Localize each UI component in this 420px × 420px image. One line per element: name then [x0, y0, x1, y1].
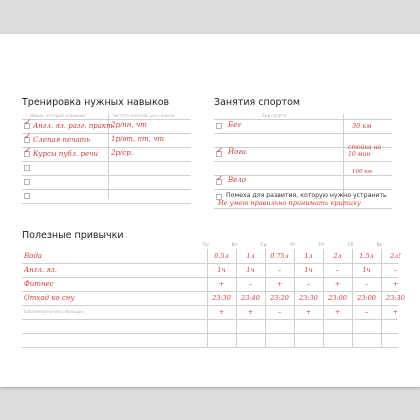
habit-rule — [22, 333, 398, 334]
habit-value: 23:20 — [270, 294, 289, 302]
habit-value: – — [364, 308, 369, 316]
sport-rule — [214, 119, 392, 120]
skill-frequency: 2р/пн, чт — [111, 121, 147, 129]
sport-col1-header: Вид спорта — [262, 113, 286, 118]
habit-value: 2л! — [390, 252, 401, 260]
habit-value: 23:30 — [212, 294, 231, 302]
habit-value: + — [392, 308, 399, 316]
sport-rule — [214, 189, 392, 190]
check-mark-icon: ✓ — [24, 132, 32, 142]
skills-title: Тренировка нужных навыков — [22, 97, 170, 108]
habit-value: – — [277, 266, 282, 274]
skills-col2-header: Частота занятий, дни недели — [112, 113, 175, 118]
skills-rule — [22, 147, 191, 148]
day-header: Чт — [289, 243, 296, 248]
obstacle-value: Не умею правильно принимать критику — [218, 199, 361, 207]
habit-name: Вода — [24, 252, 42, 260]
skills-col1-header: Навык, который осваиваю — [30, 113, 86, 118]
habit-value: 1ч — [217, 266, 226, 274]
habit-value: 1ч — [304, 266, 313, 274]
sport-name: Бег — [228, 121, 241, 129]
habit-rule — [22, 319, 398, 320]
skill-name: Курсы публ. речи — [33, 150, 99, 158]
sport-amount: стойка на 10 мин — [348, 144, 382, 158]
skills-rule — [22, 161, 191, 162]
day-header: Пн — [202, 243, 209, 248]
skill-frequency: 1р/вт, пт, чт — [111, 135, 165, 143]
sport-amount: 100 км — [352, 169, 373, 175]
habit-rule — [22, 263, 398, 264]
skills-rule — [22, 133, 191, 134]
habit-value: 2л — [333, 252, 342, 260]
habit-value: 23:40 — [241, 294, 260, 302]
sport-amount: 30 км — [352, 122, 372, 130]
habit-value: – — [393, 266, 398, 274]
skills-rule — [22, 189, 191, 190]
habit-value: – — [306, 280, 311, 288]
habit-value: 1ч — [362, 266, 371, 274]
habit-value: 0.5л — [214, 252, 229, 260]
skills-rule — [22, 203, 191, 204]
check-mark-icon: ✓ — [216, 174, 224, 184]
habit-value: 1л — [246, 252, 255, 260]
habit-value: 1ч — [246, 266, 255, 274]
skills-rule — [22, 119, 191, 120]
sport-name: Йога — [228, 148, 247, 156]
sport-rule — [214, 133, 392, 134]
habit-value: 23:00 — [357, 294, 376, 302]
habits-footer-label: Шагомер/ничего больше — [24, 310, 84, 315]
habit-value: + — [218, 308, 225, 316]
habits-title: Полезные привычки — [22, 230, 124, 241]
sport-name: Вело — [228, 176, 246, 184]
habit-value: + — [247, 308, 254, 316]
habit-name: Англ. яз. — [24, 266, 58, 274]
habit-value: 1л — [304, 252, 313, 260]
sport-checkbox[interactable] — [216, 123, 222, 129]
day-header: Вт — [231, 243, 238, 248]
habit-value: + — [218, 280, 225, 288]
skill-checkbox[interactable] — [24, 165, 30, 171]
habit-rule — [22, 305, 398, 306]
habit-name: Фитнес — [24, 280, 54, 288]
habit-value: + — [334, 308, 341, 316]
habit-value: – — [277, 308, 282, 316]
skill-frequency: 2р/ср. — [111, 149, 133, 157]
habit-rule — [22, 291, 398, 292]
habit-value: + — [276, 280, 283, 288]
habit-value: 0.75л — [270, 252, 289, 260]
habit-rule — [22, 277, 398, 278]
obstacle-label: Помеха для развития, которую нужно устранить — [226, 192, 387, 199]
skill-checkbox[interactable] — [24, 193, 30, 199]
day-header: Сб — [347, 243, 354, 248]
habit-value: + — [334, 280, 341, 288]
sport-rule — [214, 161, 392, 162]
check-mark-icon: ✓ — [24, 146, 32, 156]
day-header: Вс — [376, 243, 383, 248]
skill-name: Англ. яз. разг. практ. — [33, 122, 115, 130]
habit-value: – — [335, 266, 340, 274]
day-header: Ср — [260, 243, 267, 248]
habit-value: 23:00 — [328, 294, 347, 302]
skills-rule — [22, 175, 191, 176]
habit-value: + — [305, 308, 312, 316]
planner-page — [0, 34, 420, 387]
sport-title: Занятия спортом — [214, 97, 301, 108]
skill-checkbox[interactable] — [24, 179, 30, 185]
check-mark-icon: ✓ — [216, 146, 224, 156]
habit-value: 1.5л — [359, 252, 374, 260]
habit-value: – — [248, 280, 253, 288]
sport-rule — [214, 208, 392, 209]
habit-name: Отход ко сну — [24, 294, 75, 302]
habit-value: – — [364, 280, 369, 288]
habit-rule — [22, 347, 398, 348]
check-mark-icon: ✓ — [24, 118, 32, 128]
day-header: Пт — [318, 243, 325, 248]
habit-value: + — [392, 280, 399, 288]
skill-name: Слепая печать — [33, 136, 91, 144]
habit-value: 23:30 — [386, 294, 405, 302]
habit-value: 23:30 — [299, 294, 318, 302]
